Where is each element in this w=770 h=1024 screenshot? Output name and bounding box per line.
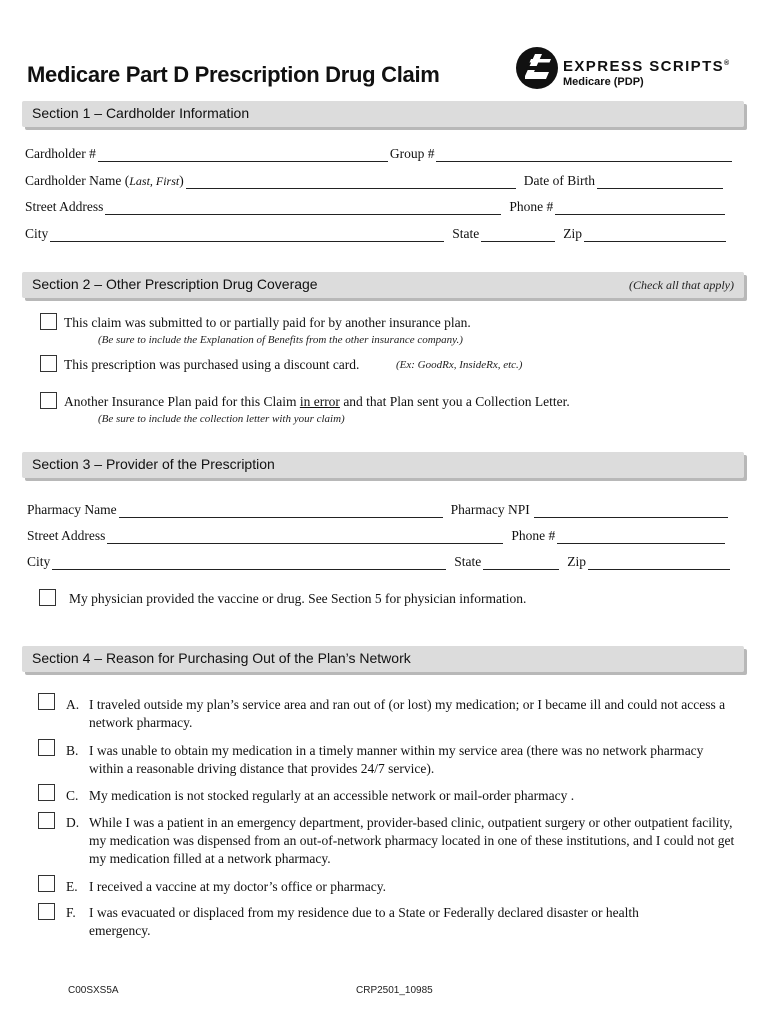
pharmacy-name-field[interactable] (119, 504, 443, 518)
discount-card-label: This prescription was purchased using a discount card. (64, 357, 360, 372)
physician-provided-checkbox[interactable] (39, 589, 56, 606)
cardholder-field[interactable] (98, 148, 388, 162)
logo-subtext: Medicare (PDP) (563, 76, 644, 88)
reason-c-text: My medication is not stocked regularly at an accessible network or mail-order pharmacy . (89, 788, 575, 803)
pharmacy-street-row (27, 528, 727, 544)
pharmacy-city-row (27, 554, 732, 570)
section-3-title: Section 3 – Provider of the Prescription (32, 456, 275, 472)
cardholder-name-label: Cardholder Name (Last, First) (25, 173, 184, 188)
page-title: Medicare Part D Prescription Drug Claim (27, 62, 440, 87)
pharmacy-state-label: State (454, 554, 482, 569)
other-insurance-label: This claim was submitted to or partially paid for by another insurance plan. (64, 315, 471, 330)
cardholder-name-field[interactable] (186, 175, 516, 189)
pharmacy-street-label: Street Address (27, 528, 106, 543)
reason-b-letter: B. (66, 743, 79, 758)
state-field[interactable] (481, 228, 555, 242)
dob-field[interactable] (597, 175, 723, 189)
logo-text: EXPRESS SCRIPTS (563, 58, 725, 75)
reason-e-letter: E. (66, 879, 78, 894)
street-label: Street Address (25, 199, 104, 214)
pharmacy-npi-field[interactable] (534, 504, 728, 518)
discount-card-example: (Ex: GoodRx, InsideRx, etc.) (396, 359, 523, 371)
express-scripts-logo (515, 46, 731, 92)
reason-a-checkbox[interactable] (38, 693, 55, 710)
zip-field[interactable] (584, 228, 726, 242)
pharmacy-phone-field[interactable] (557, 530, 725, 544)
pharmacy-zip-label: Zip (567, 554, 587, 569)
section-1-header (22, 101, 744, 127)
form-code: C00SXS5A (68, 985, 119, 996)
section-2-title: Section 2 – Other Prescription Drug Coverage (32, 276, 318, 292)
reason-a-letter: A. (66, 697, 80, 712)
pharmacy-npi-label: Pharmacy NPI (450, 502, 530, 517)
section-2-header (22, 272, 744, 298)
other-insurance-note: (Be sure to include the Explanation of Benefits from the other insurance company.) (98, 334, 463, 346)
reason-f-text: I was evacuated or displaced from my residence due to a State or Federally declared disaster or health emergency. (89, 905, 639, 938)
dob-label: Date of Birth (523, 173, 595, 188)
city-field[interactable] (50, 228, 444, 242)
physician-provided-label: My physician provided the vaccine or drug. See Section 5 for physician information. (69, 591, 527, 606)
reason-c-letter: C. (66, 788, 79, 803)
city-label: City (25, 226, 49, 241)
cardholder-label: Cardholder # (25, 146, 96, 161)
reason-e-checkbox[interactable] (38, 875, 55, 892)
registered-mark: ® (724, 60, 731, 67)
section-3-header (22, 452, 744, 478)
check-all-note: (Check all that apply) (629, 278, 734, 292)
reason-b-text: I was unable to obtain my medication in a timely manner within my service area (there was no network pharmacy within a reasonable driving distance that provides 24/7 service). (89, 743, 704, 776)
phone-field[interactable] (555, 201, 725, 215)
pharmacy-city-field[interactable] (52, 556, 446, 570)
street-row (25, 199, 727, 215)
pharmacy-state-field[interactable] (483, 556, 559, 570)
express-scripts-logo-icon (515, 46, 559, 90)
pharmacy-name-label: Pharmacy Name (27, 502, 117, 517)
pharmacy-street-field[interactable] (107, 530, 503, 544)
section-4-header (22, 646, 744, 672)
plan-error-note: (Be sure to include the collection letter with your claim) (98, 413, 345, 425)
reason-c-checkbox[interactable] (38, 784, 55, 801)
phone-label: Phone # (509, 199, 554, 214)
reason-d-text: While I was a patient in an emergency department, provider-based clinic, outpatient surgery or other outpatient facility, my medication was dispensed from an out-of-network pharmacy located in one of these institutions, and I could not get my medication filled at a network pharmacy. (89, 815, 735, 866)
discount-card-checkbox[interactable] (40, 355, 57, 372)
reason-f-letter: F. (66, 905, 76, 920)
other-insurance-checkbox[interactable] (40, 313, 57, 330)
group-field[interactable] (436, 148, 732, 162)
reason-e-text: I received a vaccine at my doctor’s office or pharmacy. (89, 879, 386, 894)
pharmacy-city-label: City (27, 554, 51, 569)
street-field[interactable] (105, 201, 501, 215)
reason-a-text: I traveled outside my plan’s service area and ran out of (or lost) my medication; or I became ill and could not access a network pharmacy. (89, 697, 726, 730)
pharmacy-phone-label: Phone # (511, 528, 556, 543)
zip-label: Zip (563, 226, 583, 241)
pharmacy-name-row (27, 502, 730, 518)
section-1-title: Section 1 – Cardholder Information (32, 105, 250, 121)
city-row (25, 226, 728, 242)
reason-d-checkbox[interactable] (38, 812, 55, 829)
section-4-title: Section 4 – Reason for Purchasing Out of the Plan’s Network (32, 650, 411, 666)
state-label: State (452, 226, 480, 241)
cardholder-name-row (25, 173, 725, 189)
form-version: CRP2501_10985 (356, 985, 433, 996)
cardholder-row (25, 146, 734, 162)
plan-error-label: Another Insurance Plan paid for this Claim in error and that Plan sent you a Collection Letter. (64, 394, 570, 409)
plan-error-checkbox[interactable] (40, 392, 57, 409)
reason-b-checkbox[interactable] (38, 739, 55, 756)
reason-f-checkbox[interactable] (38, 903, 55, 920)
reason-d-letter: D. (66, 815, 80, 830)
group-label: Group # (389, 146, 435, 161)
pharmacy-zip-field[interactable] (588, 556, 730, 570)
